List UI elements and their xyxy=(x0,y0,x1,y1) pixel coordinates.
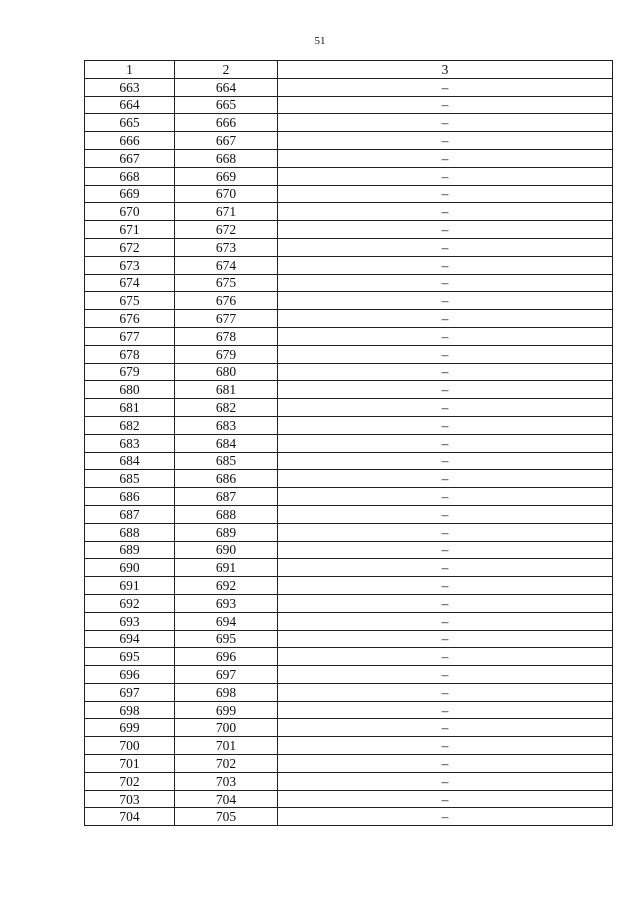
table-cell-col-1: 704 xyxy=(85,808,175,826)
table-cell-col-1: 697 xyxy=(85,683,175,701)
table-cell-col-2: 703 xyxy=(175,772,278,790)
table-cell-col-3: – xyxy=(278,114,613,132)
table-row xyxy=(85,434,613,452)
table-cell-col-2: 683 xyxy=(175,416,278,434)
table-row xyxy=(85,648,613,666)
table-cell-col-1: 686 xyxy=(85,488,175,506)
table-cell-col-1: 682 xyxy=(85,416,175,434)
table-cell-col-2: 704 xyxy=(175,790,278,808)
table-cell-col-2: 674 xyxy=(175,256,278,274)
table-row xyxy=(85,541,613,559)
table-row xyxy=(85,790,613,808)
table-cell-col-3: – xyxy=(278,203,613,221)
table-cell-col-2: 668 xyxy=(175,149,278,167)
table-cell-col-1: 691 xyxy=(85,577,175,595)
table-row xyxy=(85,523,613,541)
table-cell-col-1: 675 xyxy=(85,292,175,310)
table-row xyxy=(85,132,613,150)
table-row xyxy=(85,114,613,132)
data-table xyxy=(84,60,613,826)
table-cell-col-1: 701 xyxy=(85,755,175,773)
table-cell-col-1: 702 xyxy=(85,772,175,790)
table-cell-col-2: 687 xyxy=(175,488,278,506)
table-cell-col-1: 690 xyxy=(85,559,175,577)
table-cell-col-3: – xyxy=(278,167,613,185)
table-cell-col-1: 684 xyxy=(85,452,175,470)
table-cell-col-2: 700 xyxy=(175,719,278,737)
table-cell-col-2: 671 xyxy=(175,203,278,221)
table-cell-col-1: 698 xyxy=(85,701,175,719)
table-cell-col-3: – xyxy=(278,96,613,114)
table-row xyxy=(85,719,613,737)
table-cell-col-3: – xyxy=(278,505,613,523)
table-cell-col-3: – xyxy=(278,238,613,256)
table-cell-col-1: 681 xyxy=(85,399,175,417)
table-cell-col-1: 673 xyxy=(85,256,175,274)
table-cell-col-1: 696 xyxy=(85,666,175,684)
table-cell-col-1: 666 xyxy=(85,132,175,150)
table-cell-col-2: 685 xyxy=(175,452,278,470)
table-cell-col-3: – xyxy=(278,452,613,470)
table-cell-col-2: 689 xyxy=(175,523,278,541)
table-cell-col-2: 698 xyxy=(175,683,278,701)
table-cell-col-3: – xyxy=(278,132,613,150)
table-cell-col-2: 675 xyxy=(175,274,278,292)
table-row xyxy=(85,772,613,790)
table-cell-col-3: – xyxy=(278,78,613,96)
table-row xyxy=(85,594,613,612)
table-row xyxy=(85,292,613,310)
table-cell-col-3: – xyxy=(278,541,613,559)
table-row xyxy=(85,577,613,595)
table-cell-col-3: – xyxy=(278,185,613,203)
table-cell-col-2: 679 xyxy=(175,345,278,363)
table-cell-col-3: – xyxy=(278,648,613,666)
table-row xyxy=(85,238,613,256)
table-cell-col-1: 693 xyxy=(85,612,175,630)
column-header-3: 3 xyxy=(278,61,613,79)
table-cell-col-1: 665 xyxy=(85,114,175,132)
table-cell-col-3: – xyxy=(278,701,613,719)
table-cell-col-1: 694 xyxy=(85,630,175,648)
table-cell-col-2: 678 xyxy=(175,327,278,345)
table-cell-col-3: – xyxy=(278,345,613,363)
table-cell-col-3: – xyxy=(278,363,613,381)
table-row xyxy=(85,310,613,328)
table-cell-col-3: – xyxy=(278,416,613,434)
table-row xyxy=(85,203,613,221)
table-cell-col-2: 699 xyxy=(175,701,278,719)
table-row xyxy=(85,666,613,684)
table-cell-col-2: 701 xyxy=(175,737,278,755)
table-cell-col-2: 664 xyxy=(175,78,278,96)
table-cell-col-1: 667 xyxy=(85,149,175,167)
table-row xyxy=(85,612,613,630)
table-cell-col-2: 666 xyxy=(175,114,278,132)
table-cell-col-3: – xyxy=(278,790,613,808)
table-header-row xyxy=(85,61,613,79)
table-cell-col-3: – xyxy=(278,666,613,684)
table-cell-col-3: – xyxy=(278,399,613,417)
table-cell-col-2: 696 xyxy=(175,648,278,666)
table-cell-col-2: 697 xyxy=(175,666,278,684)
table-cell-col-1: 672 xyxy=(85,238,175,256)
table-row xyxy=(85,505,613,523)
table-cell-col-3: – xyxy=(278,274,613,292)
table-cell-col-1: 680 xyxy=(85,381,175,399)
table-cell-col-2: 669 xyxy=(175,167,278,185)
table-row xyxy=(85,149,613,167)
table-cell-col-2: 705 xyxy=(175,808,278,826)
table-cell-col-1: 674 xyxy=(85,274,175,292)
table-cell-col-1: 671 xyxy=(85,221,175,239)
table-cell-col-2: 672 xyxy=(175,221,278,239)
table-cell-col-3: – xyxy=(278,808,613,826)
table-cell-col-3: – xyxy=(278,772,613,790)
table-cell-col-1: 687 xyxy=(85,505,175,523)
table-cell-col-2: 680 xyxy=(175,363,278,381)
column-header-2: 2 xyxy=(175,61,278,79)
table-cell-col-1: 685 xyxy=(85,470,175,488)
table-cell-col-1: 703 xyxy=(85,790,175,808)
table-row xyxy=(85,256,613,274)
table-cell-col-3: – xyxy=(278,488,613,506)
table-cell-col-2: 667 xyxy=(175,132,278,150)
column-header-1: 1 xyxy=(85,61,175,79)
table-row xyxy=(85,221,613,239)
table-row xyxy=(85,78,613,96)
table-cell-col-1: 679 xyxy=(85,363,175,381)
table-cell-col-1: 695 xyxy=(85,648,175,666)
table-row xyxy=(85,327,613,345)
table-row xyxy=(85,452,613,470)
table-row xyxy=(85,559,613,577)
table-cell-col-2: 691 xyxy=(175,559,278,577)
table-cell-col-3: – xyxy=(278,221,613,239)
table-cell-col-2: 684 xyxy=(175,434,278,452)
table-row xyxy=(85,416,613,434)
table-cell-col-3: – xyxy=(278,381,613,399)
table-row xyxy=(85,737,613,755)
table-cell-col-2: 665 xyxy=(175,96,278,114)
table-cell-col-2: 677 xyxy=(175,310,278,328)
table-cell-col-1: 676 xyxy=(85,310,175,328)
table-cell-col-2: 702 xyxy=(175,755,278,773)
table-cell-col-3: – xyxy=(278,737,613,755)
table-cell-col-1: 670 xyxy=(85,203,175,221)
table-row xyxy=(85,167,613,185)
table-cell-col-1: 688 xyxy=(85,523,175,541)
table-cell-col-3: – xyxy=(278,612,613,630)
table-row xyxy=(85,274,613,292)
table-cell-col-3: – xyxy=(278,256,613,274)
table-cell-col-2: 676 xyxy=(175,292,278,310)
table-cell-col-2: 694 xyxy=(175,612,278,630)
table-cell-col-3: – xyxy=(278,755,613,773)
page-number: 51 xyxy=(314,35,326,47)
table-row xyxy=(85,345,613,363)
table-cell-col-1: 683 xyxy=(85,434,175,452)
table-row xyxy=(85,381,613,399)
table-cell-col-1: 669 xyxy=(85,185,175,203)
table-row xyxy=(85,701,613,719)
table-cell-col-2: 686 xyxy=(175,470,278,488)
table-row xyxy=(85,185,613,203)
table-cell-col-3: – xyxy=(278,719,613,737)
table-cell-col-2: 693 xyxy=(175,594,278,612)
table-cell-col-1: 699 xyxy=(85,719,175,737)
table-cell-col-3: – xyxy=(278,523,613,541)
table-cell-col-1: 692 xyxy=(85,594,175,612)
table-cell-col-1: 664 xyxy=(85,96,175,114)
table-cell-col-3: – xyxy=(278,310,613,328)
table-cell-col-2: 682 xyxy=(175,399,278,417)
table-cell-col-2: 695 xyxy=(175,630,278,648)
table-cell-col-1: 668 xyxy=(85,167,175,185)
table-cell-col-3: – xyxy=(278,434,613,452)
table-cell-col-3: – xyxy=(278,149,613,167)
table-cell-col-3: – xyxy=(278,683,613,701)
table-cell-col-2: 670 xyxy=(175,185,278,203)
table-cell-col-3: – xyxy=(278,327,613,345)
table-cell-col-1: 678 xyxy=(85,345,175,363)
table-cell-col-1: 689 xyxy=(85,541,175,559)
table-cell-col-2: 681 xyxy=(175,381,278,399)
table-row xyxy=(85,755,613,773)
table-cell-col-2: 673 xyxy=(175,238,278,256)
table-cell-col-3: – xyxy=(278,470,613,488)
table-row xyxy=(85,96,613,114)
table-cell-col-3: – xyxy=(278,594,613,612)
table-cell-col-1: 663 xyxy=(85,78,175,96)
table-cell-col-3: – xyxy=(278,292,613,310)
table-row xyxy=(85,488,613,506)
table-row xyxy=(85,399,613,417)
table-cell-col-2: 688 xyxy=(175,505,278,523)
table-row xyxy=(85,683,613,701)
table-cell-col-3: – xyxy=(278,577,613,595)
table-cell-col-3: – xyxy=(278,559,613,577)
table-cell-col-3: – xyxy=(278,630,613,648)
table-cell-col-1: 677 xyxy=(85,327,175,345)
table-row xyxy=(85,808,613,826)
table-row xyxy=(85,470,613,488)
table-row xyxy=(85,630,613,648)
table-cell-col-2: 692 xyxy=(175,577,278,595)
table-cell-col-1: 700 xyxy=(85,737,175,755)
table-body xyxy=(85,78,613,825)
table-cell-col-2: 690 xyxy=(175,541,278,559)
table-row xyxy=(85,363,613,381)
